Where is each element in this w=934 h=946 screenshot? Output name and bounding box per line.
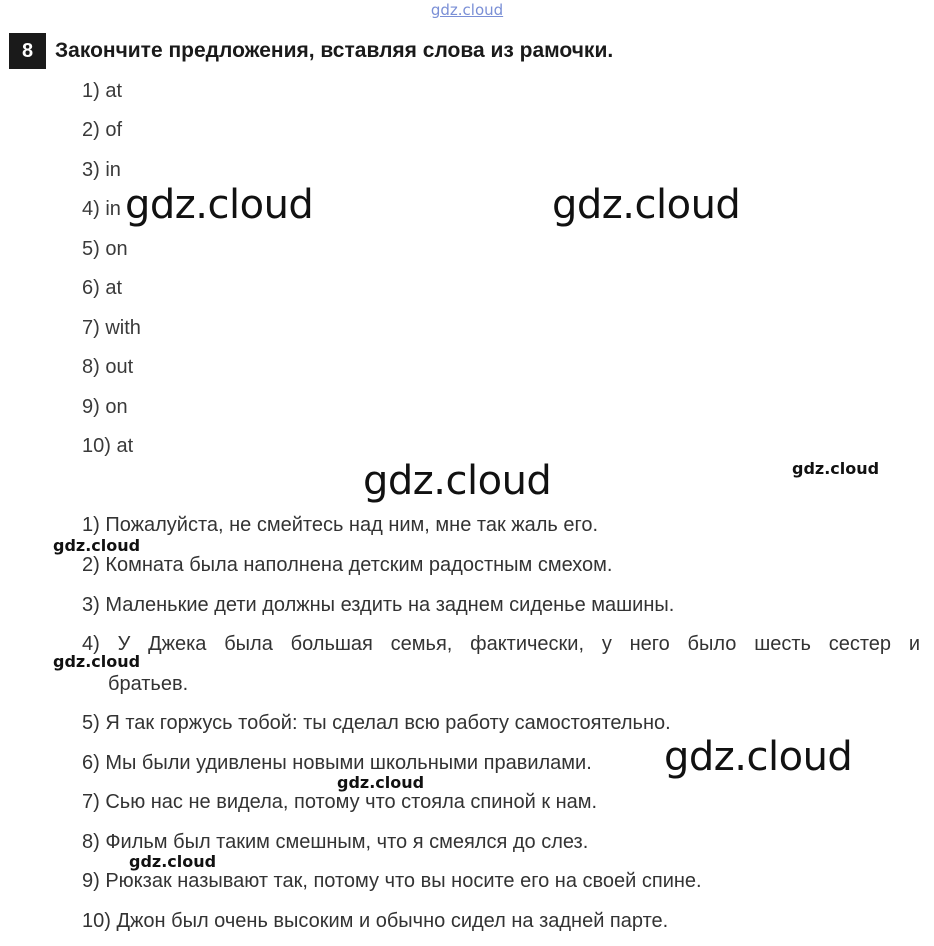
answer-item: 4) in: [82, 198, 121, 220]
watermark-large: gdz.cloud: [664, 734, 853, 780]
answer-item: 5) on: [82, 238, 128, 260]
translation-item: 7) Сью нас не видела, потому что стояла спиной к нам.: [82, 791, 598, 813]
answer-item: 9) on: [82, 396, 128, 418]
translation-item: 8) Фильм был таким смешным, что я смеялся до слез.: [82, 831, 589, 853]
translation-item: 10) Джон был очень высоким и обычно сидел на задней парте.: [82, 910, 669, 932]
exercise-title: Закончите предложения, вставляя слова из рамочки.: [55, 39, 614, 62]
answer-item: 3) in: [82, 159, 121, 181]
answer-item: 7) with: [82, 317, 141, 339]
translation-item: 3) Маленькие дети должны ездить на заднем сиденье машины.: [82, 594, 675, 616]
answer-item: 2) of: [82, 119, 123, 141]
answer-item: 6) at: [82, 277, 123, 299]
watermark-small: gdz.cloud: [53, 536, 141, 555]
exercise-number: 8: [9, 33, 46, 69]
watermark-large: gdz.cloud: [125, 182, 314, 228]
watermark-large: gdz.cloud: [363, 458, 552, 504]
translation-item: 1) Пожалуйста, не смейтесь над ним, мне так жаль его.: [82, 514, 599, 536]
translation-item-continuation: братьев.: [108, 673, 189, 695]
translation-item: 9) Рюкзак называют так, потому что вы носите его на своей спине.: [82, 870, 702, 892]
watermark-small: gdz.cloud: [337, 773, 425, 792]
translation-item: 4) У Джека была большая семья, фактически, у него было шесть сестер и: [82, 633, 920, 655]
watermark-top: gdz.cloud: [430, 1, 504, 19]
watermark-small: gdz.cloud: [129, 852, 217, 871]
watermark-small: gdz.cloud: [792, 459, 880, 478]
answer-item: 1) at: [82, 80, 123, 102]
translation-item: 6) Мы были удивлены новыми школьными правилами.: [82, 752, 592, 774]
translation-item: 5) Я так горжусь тобой: ты сделал всю работу самостоятельно.: [82, 712, 671, 734]
answer-item: 10) at: [82, 435, 134, 457]
watermark-large: gdz.cloud: [552, 182, 741, 228]
translation-item: 2) Комната была наполнена детским радостным смехом.: [82, 554, 613, 576]
watermark-small: gdz.cloud: [53, 652, 141, 671]
answer-item: 8) out: [82, 356, 134, 378]
